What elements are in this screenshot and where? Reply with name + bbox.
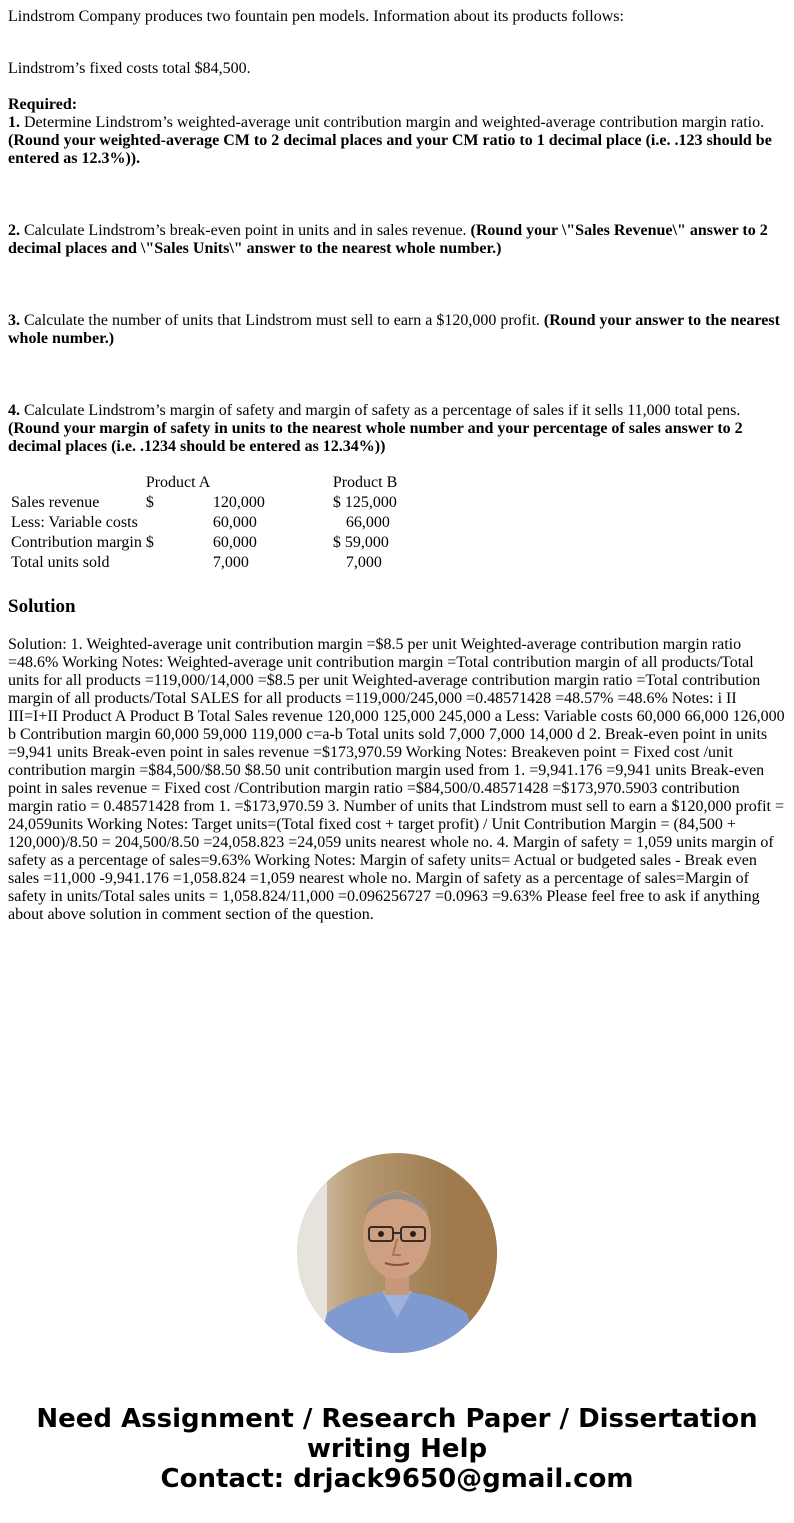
solution-text: Solution: 1. Weighted-average unit contribution margin =$8.5 per unit Weighted-average contribution margin ratio =48.6% Working Notes: Weighted-average unit contribution margin =Total contribution margin of all products/Total units for all products =119,000/14,000 =$8.5 per unit Weighted-average contribution margin ratio =Total contribution margin of all products/Total SALES for all products =119,000/245,000 =0.48571428 =48.57% =48.6% Notes: i II III=I+II Product A Product B Total Sales revenue 120,000 125,000 245,000 a Less: Variable costs 60,000 66,000 126,000 b Contribution margin 60,000 59,000 119,000 c=a-b Total units sold 7,000 7,000 14,000 d 2. Break-even point in units =9,941 units Break-even point in sales revenue =$173,970.59 Working Notes: Breakeven point = Fixed cost /unit contribution margin =$84,500/$8.50 $8.50 unit contribution margin used from 1. =9,941.176 =9,941 units Break-even point in sales revenue = Fixed cost /Contribution margin ratio =$84,500/0.48571428 =$173,970.5903 contribution margin ratio = 0.48571428 from 1. =$173,970.59 3. Number of units that Lindstrom must sell to earn a $120,000 profit = 24,059units Working Notes: Target units=(Total fixed cost + target profit) / Unit Contribution Margin = (84,500 + 120,000)/8.50 = 204,500/8.50 =24,058.823 =24,059 units nearest whole no. 4. Margin of safety = 1,059 units margin of safety as a percentage of sales=9.63% Working Notes: Margin of safety units= Actual or budgeted sales - Break even sales =11,000 -9,941.176 =1,058.824 =1,059 nearest whole no. Margin of safety as a percentage of sales=Margin of safety in units/Total sales units = 1,058.824/11,000 =0.096256727 =0.0963 =9.63% Please feel free to ask if anything about above solution in comment section of the question. <box>8 636 785 923</box>
dollar-sign <box>332 514 342 532</box>
dollar-sign <box>332 554 342 572</box>
required-label: Required: <box>8 96 78 113</box>
dollar-sign: $ <box>332 494 341 511</box>
product-b-value: 59,000 <box>344 534 389 551</box>
product-b-value: 7,000 <box>345 554 382 571</box>
fixed-costs-text: Lindstrom’s fixed costs total $84,500. <box>8 60 251 77</box>
q4-number: 4. <box>8 402 20 419</box>
table-header-row <box>10 474 405 492</box>
header-product-b: Product B <box>332 474 398 491</box>
required-section <box>8 96 786 168</box>
row-label: Less: Variable costs <box>11 514 138 531</box>
author-photo <box>297 1153 497 1353</box>
footer-contact: Contact: drjack9650@gmail.com <box>160 1464 634 1494</box>
question-3 <box>8 312 786 348</box>
q1-note: (Round your weighted-average CM to 2 decimal places and your CM ratio to 1 decimal place (i.e. .123 should be entered as 12.3%)). <box>8 132 772 167</box>
product-table <box>8 472 407 574</box>
dollar-sign: $ <box>145 494 154 511</box>
q1-text: Determine Lindstrom’s weighted-average unit contribution margin and weighted-average contribution margin ratio. <box>20 114 765 131</box>
dollar-sign: $ <box>332 534 341 551</box>
q3-text: Calculate the number of units that Lindstrom must sell to earn a $120,000 profit. <box>20 312 544 329</box>
product-a-value: 60,000 <box>212 514 257 531</box>
dollar-sign: $ <box>145 534 154 551</box>
footer-line-1: Need Assignment / Research Paper / Dissertation <box>36 1404 758 1434</box>
q4-text: Calculate Lindstrom’s margin of safety and margin of safety as a percentage of sales if it sells 11,000 total pens. <box>20 402 741 419</box>
product-a-value: 60,000 <box>212 534 257 551</box>
footer-line-2: writing Help <box>306 1434 488 1464</box>
q2-number: 2. <box>8 222 20 239</box>
solution-heading: Solution <box>8 596 76 617</box>
product-b-value: 66,000 <box>345 514 390 531</box>
product-a-value: 7,000 <box>212 554 249 571</box>
table-row <box>10 514 405 532</box>
q2-text: Calculate Lindstrom’s break-even point in units and in sales revenue. <box>20 222 471 239</box>
table-row <box>10 494 405 512</box>
q1-number: 1. <box>8 114 20 131</box>
product-a-value: 120,000 <box>212 494 265 511</box>
q2-note: (Round your \"Sales Revenue\" answer to 2 decimal places and \"Sales Units\" answer to the nearest whole number.) <box>8 222 768 257</box>
q3-note: (Round your answer to the nearest whole number.) <box>8 312 780 347</box>
row-label: Contribution margin <box>11 534 142 551</box>
dollar-sign <box>145 554 210 572</box>
contact-footer <box>0 1404 794 1494</box>
author-photo-image <box>297 1153 497 1353</box>
table-row <box>10 554 405 572</box>
row-label: Total units sold <box>11 554 110 571</box>
row-label: Sales revenue <box>11 494 100 511</box>
product-b-value: 125,000 <box>344 494 397 511</box>
table-row <box>10 534 405 552</box>
q3-number: 3. <box>8 312 20 329</box>
q4-note: (Round your margin of safety in units to the nearest whole number and your percentage of sales answer to 2 decimal places (i.e. .1234 should be entered as 12.34%)) <box>8 420 743 455</box>
question-2 <box>8 222 786 258</box>
intro-text: Lindstrom Company produces two fountain pen models. Information about its products follows: <box>8 8 624 25</box>
question-4 <box>8 402 786 456</box>
header-product-a: Product A <box>145 474 211 491</box>
dollar-sign <box>145 514 210 532</box>
